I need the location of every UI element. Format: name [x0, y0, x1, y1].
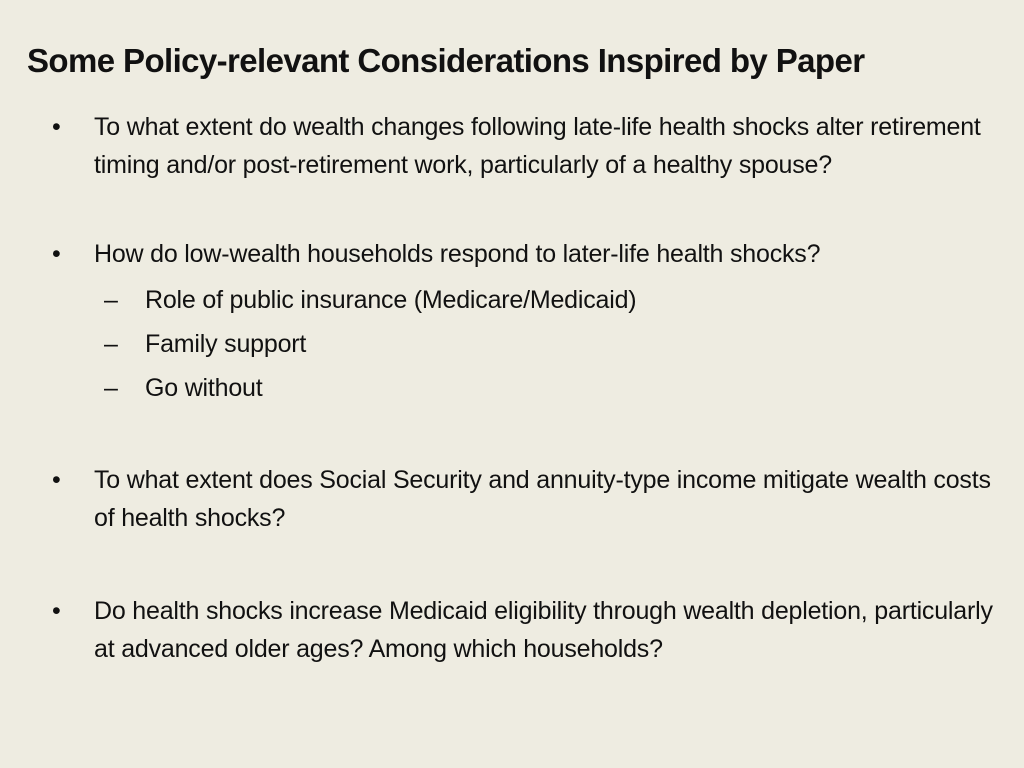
bullet-icon: •: [52, 597, 61, 625]
dash-icon: –: [104, 330, 118, 358]
sub-bullet-item-2: [94, 322, 1014, 366]
bullet-text: How do low-wealth households respond to later-life health shocks?: [94, 240, 821, 268]
sub-bullet-item-3: [94, 366, 1014, 410]
sub-bullet-item-1: [94, 278, 1014, 322]
sub-bullet-list: [94, 278, 1014, 410]
slide-title: Some Policy-relevant Considerations Inspired by Paper: [27, 42, 865, 80]
dash-icon: –: [104, 374, 118, 402]
bullet-text: To what extent do wealth changes following late-life health shocks alter retirement timing and/or post-retirement work, particularly of a healthy spouse?: [94, 113, 981, 179]
bullet-text: Do health shocks increase Medicaid eligibility through wealth depletion, particularly at advanced older ages? Among which households?: [94, 597, 993, 663]
bullet-icon: •: [52, 466, 61, 494]
bullet-item-3: [50, 461, 1014, 537]
bullet-icon: •: [52, 240, 61, 268]
sub-bullet-text: Go without: [145, 374, 263, 402]
bullet-icon: •: [52, 113, 61, 141]
bullet-item-1: [50, 108, 1014, 184]
sub-bullet-text: Family support: [145, 330, 307, 358]
bullet-item-4: [50, 592, 1014, 668]
bullet-list: [50, 108, 1014, 668]
bullet-item-2: [50, 235, 1014, 410]
bullet-text: To what extent does Social Security and annuity-type income mitigate wealth costs of health shocks?: [94, 466, 991, 532]
sub-bullet-text: Role of public insurance (Medicare/Medicaid): [145, 286, 637, 314]
dash-icon: –: [104, 286, 118, 314]
